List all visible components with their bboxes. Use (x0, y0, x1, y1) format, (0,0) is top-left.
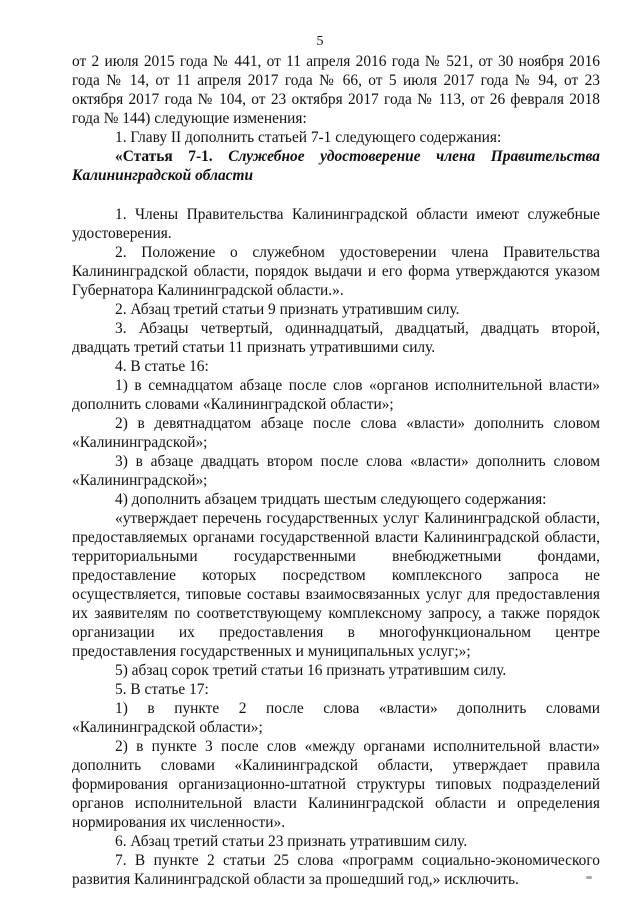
item-4-sub-1: 1) в семнадцатом абзаце после слов «органов исполнительной власти» дополнить словами «Калининградской области»; (72, 377, 600, 413)
item-6: 6. Абзац третий статьи 23 признать утратившим силу. (115, 833, 468, 850)
document-body (72, 52, 600, 889)
article-heading (72, 147, 600, 185)
item-3: 3. Абзацы четвертый, одиннадцатый, двадцатый, двадцать второй, двадцать третий статьи 11 признать утратившими силу. (72, 320, 600, 356)
item-4-sub-2: 2) в девятнадцатом абзаце после слова «власти» дополнить словом «Калининградской»; (72, 415, 600, 451)
intro-paragraph: от 2 июля 2015 года № 441, от 11 апреля 2016 года № 521, от 30 ноября 2016 года № 14, от 11 апреля 2017 года № 66, от 5 июля 2017 года № 94, от 23 октября 2017 года № 104, от 23 октября 2017 года № 113, от 26 февраля 2018 года № 144) следующие изменения: (72, 53, 600, 127)
scan-speck (586, 876, 592, 879)
item-4-sub-3: 3) в абзаце двадцать втором после слова «власти» дополнить словом «Калининградской»; (72, 453, 600, 489)
item-4-sub-4-quote: «утверждает перечень государственных услуг Калининградской области, предоставляемых органами государственной власти Калининградской области, территориальными государственными внебюджетными фондами, предоставление которых посредством комплексного запроса не осуществляется, типовые составы взаимосвязанных услуг для предоставления их заявителям по соответствующему комплексному запросу, а также порядок организации их предоставления в многофункциональном центре предоставления государственных и муниципальных услуг;»; (72, 510, 600, 660)
item-5: 5. В статье 17: (115, 681, 209, 698)
article-title: Служебное удостоверение члена Правительства Калининградской области (72, 148, 601, 184)
item-5-sub-1: 1) в пункте 2 после слова «власти» дополнить словами «Калининградской области»; (72, 700, 600, 736)
item-4-sub-5: 5) абзац сорок третий статьи 16 признать утратившим силу. (115, 662, 507, 679)
item-2: 2. Абзац третий статьи 9 признать утратившим силу. (115, 301, 460, 318)
article-paragraph-1: 1. Члены Правительства Калининградской области имеют служебные удостоверения. (72, 206, 600, 242)
item-5-sub-2: 2) в пункте 3 после слов «между органами исполнительной власти» дополнить словами «Калининградской области, утверждает правила формирования организационно-штатной структуры типовых подразделений органов исполнительной власти Калининградской области и определения нормирования их численности». (72, 738, 600, 831)
item-7: 7. В пункте 2 статьи 25 слова «программ социально-экономического развития Калининградской области за прошедший год,» исключить. (72, 852, 600, 888)
article-label: «Статья 7-1. (115, 148, 213, 165)
item-1: 1. Главу II дополнить статьей 7-1 следующего содержания: (115, 129, 502, 146)
page-number: 5 (316, 34, 324, 49)
item-4: 4. В статье 16: (115, 358, 209, 375)
item-4-sub-4: 4) дополнить абзацем тридцать шестым следующего содержания: (115, 491, 547, 508)
article-paragraph-2: 2. Положение о служебном удостоверении члена Правительства Калининградской области, порядок выдачи и его форма утверждаются указом Губернатора Калининградской области.». (72, 244, 600, 299)
